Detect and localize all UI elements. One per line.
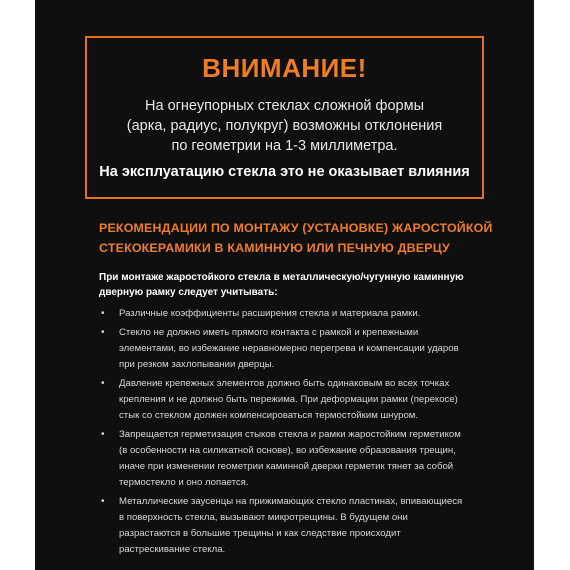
list-item (99, 376, 519, 424)
recommendations-list (99, 306, 519, 561)
list-item-line: Стекло не должно иметь прямого контакта с рамкой и крепежными (119, 327, 419, 338)
list-item-line: стык со стеклом должен компенсироваться термостойким шнуром. (119, 410, 419, 421)
recommendations-heading (99, 218, 519, 258)
recommendations-heading-line: СТЕКОКЕРАМИКИ В КАМИННУЮ ИЛИ ПЕЧНУЮ ДВЕРЦУ (99, 241, 450, 255)
list-item-line: Металлические заусенцы на прижимающих стекло пластинах, впивающиеся (119, 496, 463, 507)
recommendations-heading-line: РЕКОМЕНДАЦИИ ПО МОНТАЖУ (УСТАНОВКЕ) ЖАРОСТОЙКОЙ (99, 221, 493, 235)
list-item-text (119, 494, 519, 558)
bullet-icon: • (101, 429, 105, 440)
list-item-text (119, 306, 519, 322)
bullet-icon: • (101, 327, 105, 338)
list-item (99, 306, 519, 322)
bullet-icon: • (101, 496, 105, 507)
list-item (99, 494, 519, 558)
list-item-line: (в особенности на силикатной основе), во избежание образования трещин, (119, 445, 456, 456)
list-item-line: растрескивание стекла. (119, 544, 226, 555)
intro-line: дверную рамку следует учитывать: (99, 287, 278, 298)
recommendations-intro (99, 270, 519, 300)
list-item-line: термостекло и оно лопается. (119, 477, 249, 488)
warning-note: На эксплуатацию стекла это не оказывает влияния (99, 164, 470, 180)
list-item-line: Давление крепежных элементов должно быть одинаковым во всех точках (119, 378, 450, 389)
instruction-sheet (35, 0, 534, 570)
list-item-line: Различные коэффициенты расширения стекла и материала рамки. (119, 308, 421, 319)
warning-body (87, 96, 482, 156)
intro-line: При монтаже жаростойкого стекла в металлическую/чугунную каминную (99, 272, 464, 283)
list-item-line: при резком захлопывании дверцы. (119, 359, 275, 370)
list-item-text (119, 325, 519, 373)
warning-box (85, 36, 484, 199)
list-item-line: крепления и не должно быть пережима. При деформации рамки (перекосе) (119, 394, 458, 405)
list-item-line: разрастаются в большие трещины и как следствие происходит (119, 528, 401, 539)
list-item-line: Запрещается герметизация стыков стекла и рамки жаростойким герметиком (119, 429, 461, 440)
list-item (99, 325, 519, 373)
list-item-line: иначе при изменении геометрии каминной дверки герметик тянет за собой (119, 461, 454, 472)
list-item-line: элементами, во избежание неравномерно перегрева и компенсации ударов (119, 343, 459, 354)
list-item-text (119, 376, 519, 424)
warning-body-line: На огнеупорных стеклах сложной формы (145, 98, 424, 114)
warning-body-line: (арка, радиус, полукруг) возможны отклонения (126, 118, 443, 134)
warning-title: ВНИМАНИЕ! (202, 53, 367, 83)
list-item (99, 427, 519, 491)
bullet-icon: • (101, 378, 105, 389)
warning-body-line: по геометрии на 1-3 миллиметра. (171, 138, 398, 154)
list-item-line: в поверхность стекла, вызывают микротрещины. В будущем они (119, 512, 408, 523)
bullet-icon: • (101, 308, 105, 319)
list-item-text (119, 427, 519, 491)
